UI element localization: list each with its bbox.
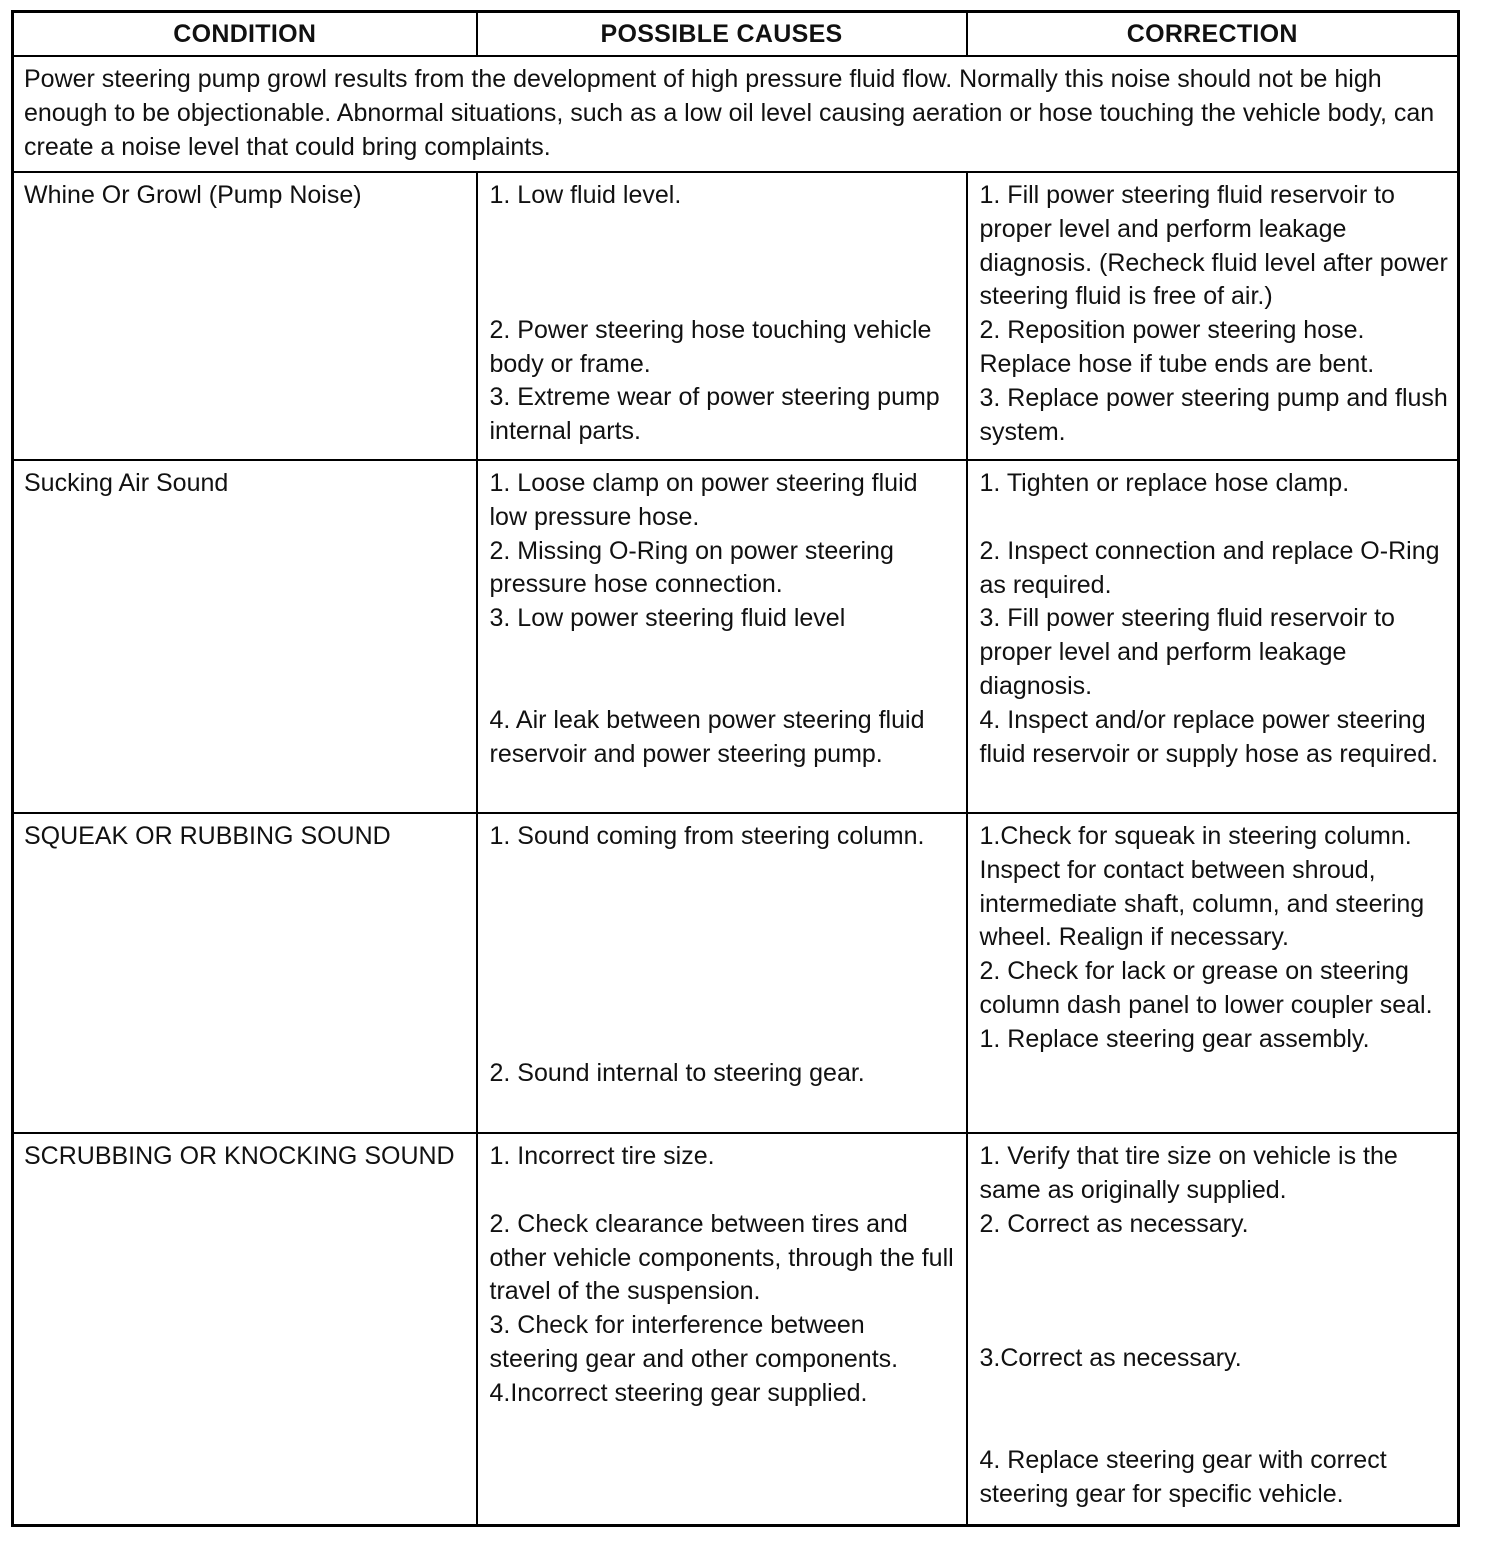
correction-item: 1.Check for squeak in steering column. Inspect for contact between shroud, intermediate shaft, column, and steering wheel. Realign if necessary. [979, 822, 1425, 952]
table-row [13, 813, 1459, 1133]
cause-item: 1. Incorrect tire size. [489, 1142, 715, 1170]
causes-cell [477, 172, 967, 460]
causes-cell [477, 1133, 967, 1525]
correction-item: 3. Replace power steering pump and flush system. [979, 383, 1448, 446]
header-possible-causes: POSSIBLE CAUSES [477, 12, 967, 57]
diagnosis-table [11, 10, 1460, 1527]
intro-row [13, 56, 1459, 172]
cause-item: 3. Extreme wear of power steering pump internal parts. [489, 383, 940, 446]
correction-cell [967, 172, 1459, 460]
correction-cell [967, 460, 1459, 813]
correction-item: 2. Reposition power steering hose. Replace hose if tube ends are bent. [979, 316, 1375, 378]
correction-item: 1. Verify that tire size on vehicle is the same as originally supplied. [979, 1142, 1398, 1204]
condition-cell: Sucking Air Sound [13, 460, 477, 813]
header-row [13, 12, 1459, 57]
correction-item: 1. Tighten or replace hose clamp. [979, 469, 1350, 497]
table-row [13, 1133, 1459, 1525]
diagnosis-table-sheet [11, 10, 1457, 1527]
cause-item: 2. Power steering hose touching vehicle body or frame. [489, 315, 932, 378]
header-correction: CORRECTION [967, 12, 1459, 57]
table-row [13, 460, 1459, 813]
correction-item: 3.Correct as necessary. [979, 1344, 1242, 1373]
cause-item: 1. Sound coming from steering column. [489, 822, 925, 850]
correction-cell [967, 813, 1459, 1133]
condition-cell: SQUEAK OR RUBBING SOUND [13, 813, 477, 1133]
table-row [13, 172, 1459, 460]
cause-item: 3. Low power steering fluid level [489, 604, 846, 633]
header-condition: CONDITION [13, 12, 477, 57]
condition-cell: SCRUBBING OR KNOCKING SOUND [13, 1133, 477, 1525]
cause-item: 1. Low fluid level. [489, 181, 682, 209]
correction-item: 1. Replace steering gear assembly. [979, 1024, 1370, 1053]
correction-item: 1. Fill power steering fluid reservoir to proper level and perform leakage diagnosis. (Recheck fluid level after power steering fluid is free of air.) [979, 181, 1448, 311]
correction-item: 3. Fill power steering fluid reservoir to proper level and perform leakage diagnosis. [979, 604, 1395, 700]
cause-item: 2. Sound internal to steering gear. [489, 1058, 865, 1087]
cause-item: 3. Check for interference between steering gear and other components. [489, 1311, 899, 1373]
cause-item: 1. Loose clamp on power steering fluid low pressure hose. [489, 469, 918, 531]
cause-item: 4.Incorrect steering gear supplied. [489, 1378, 868, 1407]
correction-item: 2. Correct as necessary. [979, 1209, 1249, 1238]
correction-cell [967, 1133, 1459, 1525]
correction-item: 2. Check for lack or grease on steering column dash panel to lower coupler seal. [979, 957, 1433, 1019]
cause-item: 4. Air leak between power steering fluid reservoir and power steering pump. [489, 705, 925, 768]
cause-item: 2. Missing O-Ring on power steering pressure hose connection. [489, 536, 894, 599]
cause-item: 2. Check clearance between tires and other vehicle components, through the full travel of the suspension. [489, 1209, 954, 1306]
correction-item: 2. Inspect connection and replace O-Ring as required. [979, 536, 1440, 599]
causes-cell [477, 813, 967, 1133]
correction-item: 4. Inspect and/or replace power steering fluid reservoir or supply hose as required. [979, 705, 1439, 768]
intro-text: Power steering pump growl results from the development of high pressure fluid flow. Normally this noise should not be high enough to be objectionable. Abnormal situations, such as a low oil level causing aeration or hose touching the vehicle body, can create a noise level that could bring complaints. [13, 56, 1459, 172]
condition-cell: Whine Or Growl (Pump Noise) [13, 172, 477, 460]
correction-item: 4. Replace steering gear with correct steering gear for specific vehicle. [979, 1446, 1387, 1508]
causes-cell [477, 460, 967, 813]
